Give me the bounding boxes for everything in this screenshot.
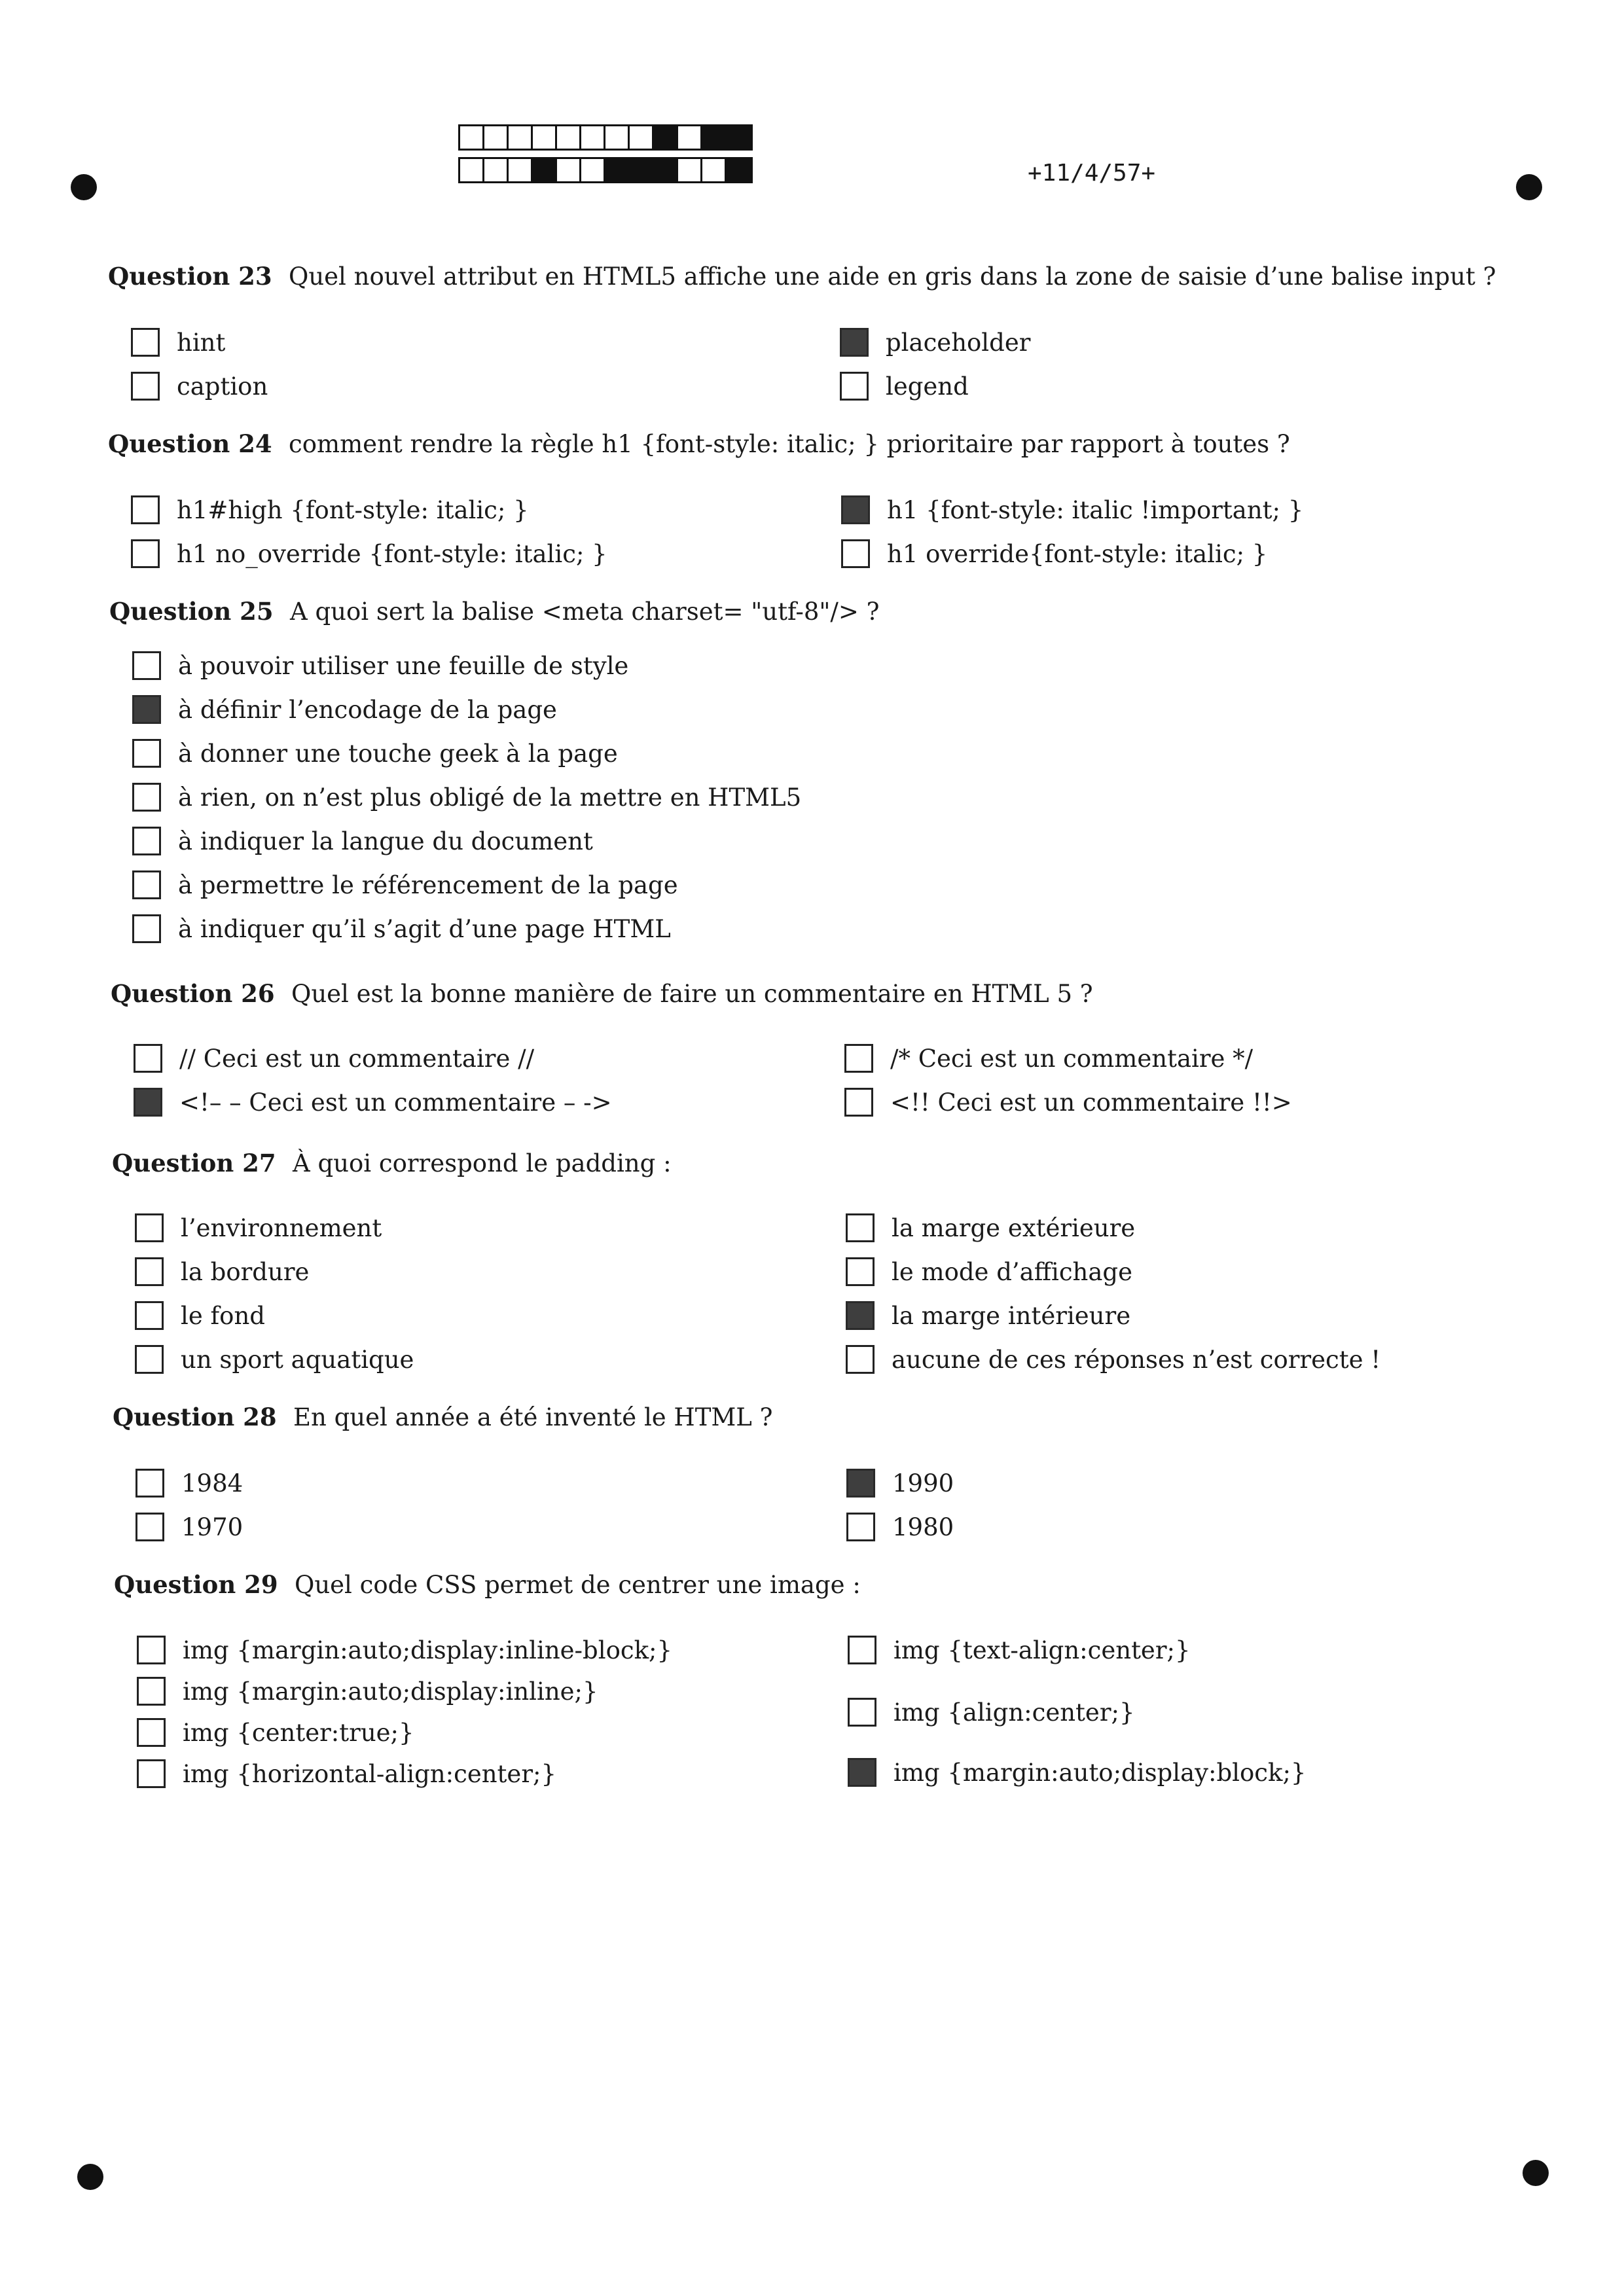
answer-checkbox[interactable] xyxy=(131,495,160,524)
barcode-cell xyxy=(702,126,727,149)
answer-label: <!– – Ceci est un commentaire – -> xyxy=(179,1088,612,1117)
answer-label: img {align:center;} xyxy=(893,1698,1135,1727)
barcode-cell xyxy=(630,126,654,149)
answer-label: 1980 xyxy=(892,1513,954,1541)
barcode-cell xyxy=(484,159,509,181)
barcode-cell xyxy=(630,159,654,181)
question-number: Question 26 xyxy=(111,979,275,1008)
question-title xyxy=(113,1403,772,1431)
answer-option[interactable] xyxy=(840,372,969,401)
answer-label: aucune de ces réponses n’est correcte ! xyxy=(892,1345,1381,1374)
answer-checkbox[interactable] xyxy=(132,783,161,812)
question-number: Question 28 xyxy=(113,1403,277,1431)
question-text: A quoi sert la balise <meta charset= "utf-8"/> ? xyxy=(290,598,880,626)
answer-checkbox[interactable] xyxy=(846,1469,875,1498)
answer-option[interactable] xyxy=(841,539,1267,568)
page-barcode-row-2 xyxy=(458,157,753,183)
answer-checkbox[interactable] xyxy=(137,1718,166,1747)
answer-label: img {horizontal-align:center;} xyxy=(183,1759,557,1788)
page-code: +11/4/57+ xyxy=(1028,160,1156,187)
answer-label: img {margin:auto;display:block;} xyxy=(893,1758,1307,1787)
question-text: En quel année a été inventé le HTML ? xyxy=(293,1403,773,1431)
answer-label: /* Ceci est un commentaire */ xyxy=(890,1044,1254,1073)
answer-checkbox[interactable] xyxy=(846,1345,875,1374)
answer-option[interactable] xyxy=(135,1513,243,1541)
barcode-cell xyxy=(484,126,509,149)
barcode-cell xyxy=(654,159,678,181)
answer-option[interactable] xyxy=(137,1636,672,1664)
answer-option[interactable] xyxy=(840,328,1030,357)
answer-label: placeholder xyxy=(886,328,1031,357)
answer-checkbox[interactable] xyxy=(132,695,161,724)
question-number: Question 29 xyxy=(114,1570,278,1599)
answer-label: legend xyxy=(886,372,969,401)
question-text: Quel code CSS permet de centrer une image : xyxy=(295,1571,861,1599)
answer-option[interactable] xyxy=(131,372,268,401)
barcode-cell xyxy=(557,126,581,149)
answer-option[interactable] xyxy=(134,1044,534,1073)
barcode-cell xyxy=(605,126,630,149)
answer-option[interactable] xyxy=(132,695,557,724)
question-title xyxy=(112,1149,672,1177)
question-number: Question 25 xyxy=(109,597,274,626)
registration-mark-top-left xyxy=(71,174,97,200)
answer-option[interactable] xyxy=(132,914,671,943)
answer-option[interactable] xyxy=(134,1088,612,1117)
answer-checkbox[interactable] xyxy=(848,1758,876,1787)
answer-label: img {margin:auto;display:inline-block;} xyxy=(183,1636,673,1664)
answer-checkbox[interactable] xyxy=(132,914,161,943)
answer-option[interactable] xyxy=(846,1213,1135,1242)
answer-checkbox[interactable] xyxy=(848,1636,876,1664)
answer-checkbox[interactable] xyxy=(135,1513,164,1541)
question-text: À quoi correspond le padding : xyxy=(293,1149,672,1177)
answer-label: h1#high {font-style: italic; } xyxy=(177,495,529,524)
answer-checkbox[interactable] xyxy=(134,1044,162,1073)
answer-label: img {center:true;} xyxy=(183,1718,414,1747)
answer-label: 1984 xyxy=(181,1469,244,1498)
question-title xyxy=(114,1570,861,1599)
barcode-cell xyxy=(605,159,630,181)
answer-checkbox[interactable] xyxy=(135,1257,164,1286)
question-title xyxy=(111,979,1093,1008)
answer-checkbox[interactable] xyxy=(132,739,161,768)
answer-label: la bordure xyxy=(181,1257,310,1286)
answer-checkbox[interactable] xyxy=(132,651,161,680)
barcode-cell xyxy=(460,159,484,181)
answer-label: img {text-align:center;} xyxy=(893,1636,1191,1664)
answer-checkbox[interactable] xyxy=(846,1301,875,1330)
answer-option[interactable] xyxy=(131,539,607,568)
answer-label: la marge extérieure xyxy=(892,1213,1136,1242)
answer-label: caption xyxy=(177,372,268,401)
answer-label: l’environnement xyxy=(181,1213,382,1242)
answer-checkbox[interactable] xyxy=(132,827,161,855)
answer-label: 1990 xyxy=(892,1469,954,1498)
answer-checkbox[interactable] xyxy=(844,1044,873,1073)
question-text: Quel nouvel attribut en HTML5 affiche une aide en gris dans la zone de saisie d’une balise input ? xyxy=(289,262,1496,291)
answer-label: 1970 xyxy=(181,1513,244,1541)
answer-label: h1 no_override {font-style: italic; } xyxy=(177,539,607,568)
barcode-cell xyxy=(509,126,533,149)
answer-label: à rien, on n’est plus obligé de la mettre en HTML5 xyxy=(178,783,802,812)
answer-checkbox[interactable] xyxy=(131,372,160,401)
answer-label: le mode d’affichage xyxy=(892,1257,1133,1286)
answer-option[interactable] xyxy=(846,1513,954,1541)
answer-label: // Ceci est un commentaire // xyxy=(179,1044,535,1073)
answer-label: la marge intérieure xyxy=(892,1301,1131,1330)
barcode-cell xyxy=(727,159,751,181)
barcode-cell xyxy=(727,126,751,149)
answer-checkbox[interactable] xyxy=(846,1513,875,1541)
answer-checkbox[interactable] xyxy=(840,328,869,357)
barcode-cell xyxy=(533,126,557,149)
answer-checkbox[interactable] xyxy=(137,1677,166,1706)
answer-checkbox[interactable] xyxy=(137,1636,166,1664)
answer-option[interactable] xyxy=(846,1301,1130,1330)
answer-checkbox[interactable] xyxy=(846,1257,875,1286)
answer-option[interactable] xyxy=(131,495,529,524)
answer-checkbox[interactable] xyxy=(131,328,160,357)
answer-option[interactable] xyxy=(846,1469,954,1498)
barcode-cell xyxy=(678,159,702,181)
answer-label: à pouvoir utiliser une feuille de style xyxy=(178,651,629,680)
answer-option[interactable] xyxy=(132,739,618,768)
answer-checkbox[interactable] xyxy=(135,1469,164,1498)
barcode-cell xyxy=(460,126,484,149)
answer-label: à indiquer la langue du document xyxy=(178,827,593,855)
answer-option[interactable] xyxy=(132,827,593,855)
barcode-cell xyxy=(581,126,605,149)
answer-checkbox[interactable] xyxy=(848,1698,876,1727)
answer-option[interactable] xyxy=(848,1636,1191,1664)
answer-label: un sport aquatique xyxy=(181,1345,414,1374)
answer-checkbox[interactable] xyxy=(132,870,161,899)
answer-option[interactable] xyxy=(135,1469,243,1498)
answer-label: à définir l’encodage de la page xyxy=(178,695,557,724)
answer-checkbox[interactable] xyxy=(841,495,870,524)
answer-option[interactable] xyxy=(132,651,628,680)
question-text: comment rendre la règle h1 {font-style: italic; } prioritaire par rapport à toutes ? xyxy=(289,430,1290,458)
barcode-cell xyxy=(702,159,727,181)
barcode-cell xyxy=(581,159,605,181)
question-text: Quel est la bonne manière de faire un commentaire en HTML 5 ? xyxy=(291,980,1093,1008)
registration-mark-bottom-right xyxy=(1523,2160,1549,2186)
answer-option[interactable] xyxy=(841,495,1303,524)
answer-checkbox[interactable] xyxy=(840,372,869,401)
answer-checkbox[interactable] xyxy=(841,539,870,568)
question-number: Question 23 xyxy=(108,262,272,291)
answer-option[interactable] xyxy=(132,783,801,812)
answer-option[interactable] xyxy=(846,1345,1380,1374)
answer-option[interactable] xyxy=(844,1088,1292,1117)
answer-option[interactable] xyxy=(131,328,225,357)
answer-option[interactable] xyxy=(848,1698,1135,1727)
answer-option[interactable] xyxy=(137,1759,556,1788)
registration-mark-bottom-left xyxy=(77,2164,103,2190)
answer-checkbox[interactable] xyxy=(846,1213,875,1242)
answer-label: h1 {font-style: italic !important; } xyxy=(887,495,1304,524)
answer-option[interactable] xyxy=(844,1044,1253,1073)
answer-option[interactable] xyxy=(848,1758,1306,1787)
barcode-cell xyxy=(678,126,702,149)
barcode-cell xyxy=(557,159,581,181)
question-number: Question 27 xyxy=(112,1149,276,1177)
answer-option[interactable] xyxy=(846,1257,1132,1286)
answer-checkbox[interactable] xyxy=(131,539,160,568)
answer-label: <!! Ceci est un commentaire !!> xyxy=(890,1088,1292,1117)
answer-label: img {margin:auto;display:inline;} xyxy=(183,1677,598,1706)
answer-label: à permettre le référencement de la page xyxy=(178,870,678,899)
answer-option[interactable] xyxy=(135,1257,309,1286)
answer-option[interactable] xyxy=(135,1213,382,1242)
page-barcode-row-1 xyxy=(458,124,753,151)
answer-label: h1 override{font-style: italic; } xyxy=(887,539,1268,568)
answer-option[interactable] xyxy=(137,1677,598,1706)
answer-label: hint xyxy=(177,328,226,357)
barcode-cell xyxy=(533,159,557,181)
answer-checkbox[interactable] xyxy=(135,1213,164,1242)
answer-checkbox[interactable] xyxy=(134,1088,162,1117)
barcode-cell xyxy=(509,159,533,181)
answer-label: à donner une touche geek à la page xyxy=(178,739,618,768)
answer-checkbox[interactable] xyxy=(137,1759,166,1788)
answer-option[interactable] xyxy=(137,1718,414,1747)
answer-option[interactable] xyxy=(135,1345,414,1374)
question-title xyxy=(108,429,1290,458)
answer-label: le fond xyxy=(181,1301,265,1330)
question-title xyxy=(108,262,1496,291)
answer-checkbox[interactable] xyxy=(844,1088,873,1117)
answer-label: à indiquer qu’il s’agit d’une page HTML xyxy=(178,914,671,943)
barcode-cell xyxy=(654,126,678,149)
question-number: Question 24 xyxy=(108,429,272,458)
question-title xyxy=(109,597,879,626)
answer-checkbox[interactable] xyxy=(135,1301,164,1330)
answer-checkbox[interactable] xyxy=(135,1345,164,1374)
registration-mark-top-right xyxy=(1516,174,1542,200)
answer-option[interactable] xyxy=(132,870,678,899)
answer-option[interactable] xyxy=(135,1301,265,1330)
